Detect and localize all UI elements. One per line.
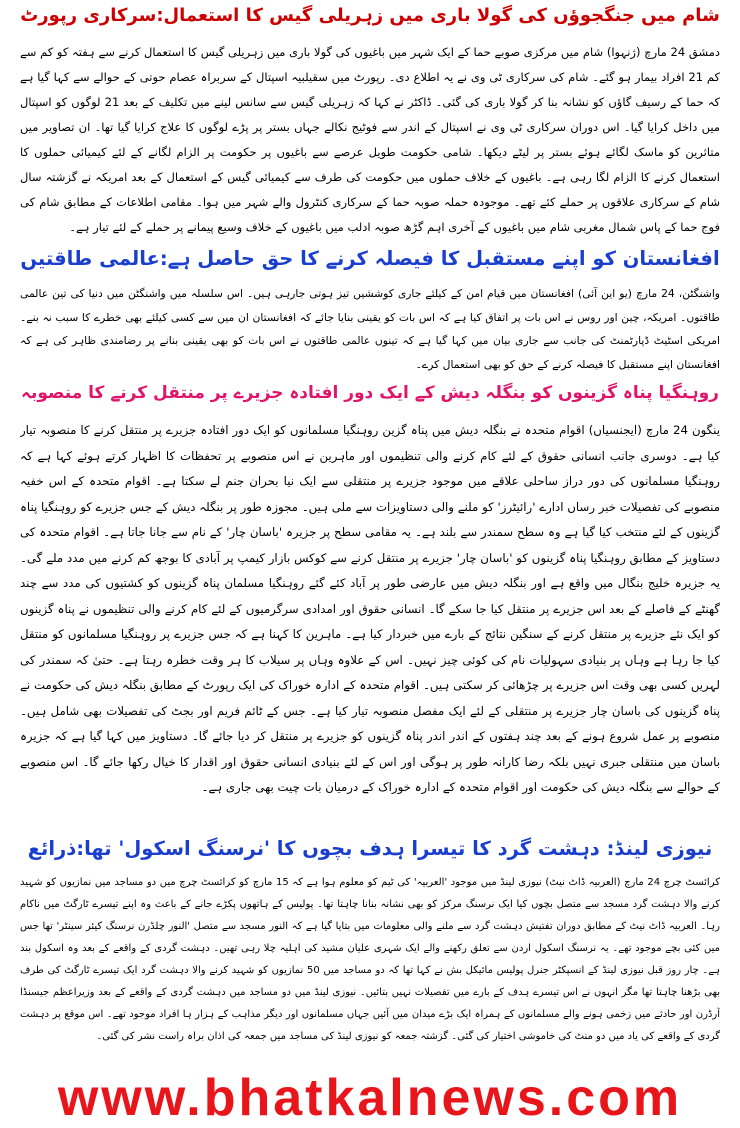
article-4-body: کرائسٹ چرچ 24 مارچ (العربیہ ڈاٹ نیٹ) نیوزی لینڈ میں موجود 'العربیہ' کی ٹیم کو معلوم ہوا ہے کہ 15 مارچ کو کرائسٹ چرچ میں دو مساجد میں نمازیوں کو شہید کرنے والا دہشت گرد مسجد سے متصل بچوں کیا ایک نرسنگ مرکز کو بھی نشانہ بنانا چاہتا تھا۔ پولیس کے ہاتھوں پکڑے جانے کے باعث وہ اپنے تیسرے ٹارگٹ میں ناکام رہا۔ العربیہ ڈاٹ نیٹ کے مطابق دوران تفتیش دہشت گرد سے ملنے والی معلومات میں بتایا گیا ہے کہ النور مسجد سے متصل 'النور چلڈرن نرسنگ کیئر سینٹر' تھا جس میں کئی بچے موجود تھے۔ یہ نرسنگ اسکول اردن سے تعلق رکھنے والے ایک شہری علیان مشید کی اہلیہ چلا رہی تھیں۔ دہشت گردی کے واقعے کے بعد وہ اسکول بند ہے۔ چار روز قبل نیوزی لینڈ کے انسپکٹر جنرل پولیس مائیکل بش نے کہا تھا کہ دو مساجد میں 50 نمازیوں کو شہید کرنے والا دہشت گرد ایک تیسرے ٹارگٹ کی طرف بھی بڑھنا چاہتا تھا مگر انہوں نے اس تیسرے ہدف کے بارے میں تفصیلات نہیں بتائیں۔ نیوزی لینڈ میں دو مساجد میں دہشت گردی کے واقعے کے بعد وزیراعظم جیسنڈا آرڈرن اور حادثے میں زخمی ہونے والے مسلمانوں کے ہمراہ ایک بڑے میدان میں آئیں جہاں مسلمانوں اور دیگر مذاہب کے ہزار ہا افراد موجود تھے۔ اس موقع پر دہشت گردی کے واقعے کی یاد میں دو منٹ کی خاموشی اختیار کی گئی۔ گزشتہ جمعہ کو نیوزی لینڈ کی مساجد میں جمعہ کی اذان براہ راست نشر کی گئی۔ (20, 877, 720, 1042)
article-4-headline: نیوزی لینڈ: دہشت گرد کا تیسرا ہدف بچوں کا 'نرسنگ اسکول' تھا:ذرائع (27, 837, 713, 860)
article-2-headline: افغانستان کو اپنے مستقبل کا فیصلہ کرنے کا حق حاصل ہے:عالمی طاقتیں (20, 247, 720, 270)
article-1-body: دمشق 24 مارچ (ژنہوا) شام میں مرکزی صوبے حما کے ایک شہر میں باغیوں کی گولا باری میں زہریلی گیس کا استعمال کرنے سے ہفتہ کو کم سے کم 21 افراد بیمار ہو گئے۔ شام کی سرکاری ٹی وی نے یہ اطلاع دی۔ رپورٹ میں سقیلبیہ اسپتال کے سربراہ عصام حوتی کے حوالے سے کہا گیا ہے کہ حما کے رسیف گاؤں کو نشانہ بنا کر گولا باری کی گئی۔ ڈاکٹر نے کہا کہ زہریلی گیس سے سانس لینے میں تکلیف کے بعد 21 لوگوں کو اسپتال میں داخل کرایا گیا۔ اس دوران سرکاری ٹی وی نے اسپتال کے اندر سے فوٹیج نکالے جہاں بستر پر پڑے لوگوں کا علاج کرایا گیا تھا۔ ان تصاویر میں متاثرین کو ماسک لگائے ہوئے بستر پر لیٹے دیکھا۔ شامی حکومت طویل عرصے سے باغیوں پر حکومت پر الزام لگانے کے لئے کیمیائی حملوں کا استعمال کرنے کا الزام لگا رہی ہے۔ باغیوں کے خلاف حملوں میں حکومت کی طرف سے کیمیائی گیس کے استعمال کے بعد امریکہ نے گزشتہ سال شام کے سرکاری علاقوں پر حملے کئے تھے۔ موجودہ حملہ صوبہ حما کے سرکاری کنٹرول والے شہر میں ہوا۔ مقامی اطلاعات کے مطابق شام کی فوج حما کے پاس شمال مغربی شام میں باغیوں کے آخری اہم گڑھ صوبہ ادلب میں باغیوں کے خلاف وسیع پیمانے پر حملے کے لئے تیار ہے۔ (20, 45, 720, 234)
article-3-headline: روہنگیا پناہ گزینوں کو بنگلہ دیش کے ایک دور افتادہ جزیرے پر منتقل کرنے کا منصوبہ (21, 383, 719, 403)
website-url-footer[interactable]: www.bhatkalnews.com (57, 1070, 683, 1126)
article-2-body: واشنگٹن، 24 مارچ (یو این آئی) افغانستان میں قیام امن کے کیلئے جاری کوششیں تیز ہوتی جارہی ہیں۔ اس سلسلہ میں واشنگٹن میں دنیا کی تین عالمی طاقتوں۔ امریکہ، چین اور روس نے اس بات پر اتفاق کیا ہے کہ اس بات کو یقینی بنایا جائے کہ افغانستان ان میں سے کسی کیلئے بھی خطرے کا سبب نہ بنے۔ امریکی اسٹیٹ ڈپارٹمنٹ کی جانب سے جاری بیان میں کہا گیا ہے کہ تینوں عالمی طاقتوں نے اس بات کو بھی یقینی بنانے پر رضامندی ظاہر کی ہے کہ افغانستان اپنے مستقبل کا فیصلہ کرنے کے حق کو بھی استعمال کرے۔ (20, 287, 720, 371)
article-3-body: ینگون 24 مارچ (ایجنسیاں) اقوام متحدہ نے بنگلہ دیش میں پناہ گزین روہنگیا مسلمانوں کو ایک دور افتادہ جزیرے پر منتقل کرنے کا منصوبہ تیار کیا ہے۔ دوسری جانب انسانی حقوق کے لئے کام کرنے والی تنظیموں اور ماہرین نے اس منصوبے پر تحفظات کا اظہار کرتے ہوئے کہا ہے کہ روہنگیا مسلمانوں کی دور دراز ساحلی علاقے میں موجود جزیرے پر منتقلی سے ایک نیا بحران جنم لے سکتا ہے۔ اقوام متحدہ کے اس خفیہ منصوبے کی تفصیلات خبر رساں ادارے 'رائیٹرز' کو ملنے والی دستاویزات سے ملی ہیں۔ مجوزہ طور پر بنگلہ دیش کے جس جزیرے کو روہنگیا پناہ گزینوں کے لئے منتخب کیا گیا ہے وہ سطح سمندر سے بلند ہے۔ یہ مقامی سطح پر جزیرہ 'باسان چار' کے نام سے جانا جاتا ہے۔ اقوام متحدہ کی دستاویز کے مطابق روہنگیا پناہ گزینوں کو 'باسان چار' جزیرے پر منتقل کرنے سے کوکس بازار کیمپ پر آبادی کا بوجھ کم کرنے میں مدد ملے گی۔ یہ جزیرہ خلیج بنگال میں واقع ہے اور بنگلہ دیش میں عارضی طور پر آباد کئے گئے روہنگیا مسلمان پناہ گزینوں کو کشتیوں کی مدد سے چند گھنٹے کے فاصلے کے بعد اس جزیرے پر منتقل کیا جا سکے گا۔ انسانی حقوق اور امدادی سرگرمیوں کے لئے کام کرنے والی تنظیموں نے پناہ گزینوں کو ایک نئے جزیرے پر منتقل کرنے کے سنگین نتائج کے بارے میں خبردار کیا ہے۔ ماہرین کا کہنا ہے کہ جس جزیرے پر روہنگیا مسلمانوں کو منتقل کیا جا رہا ہے وہاں پر بنیادی سہولیات نام کی کوئی چیز نہیں۔ اس کے علاوہ وہاں پر سیلاب کا ہر وقت خطرہ رہتا ہے۔ حتیٰ کہ سمندر کی لہریں کسی بھی وقت اس جزیرے پر چڑھائی کر سکتی ہیں۔ اقوام متحدہ کے ادارہ خوراک کی ایک رپورٹ کے مطابق بنگلہ دیش کی حکومت نے پناہ گزینوں کی باسان چار جزیرے پر منتقلی کے لئے ایک مفصل منصوبہ تیار کیا ہے۔ جس کے ٹائم فریم اور بجٹ کی تفصیلات بھی شامل ہیں۔ منصوبے پر عمل شروع ہونے کے بعد چند ہفتوں کے اندر اندر پناہ گزینوں کو جزیرے پر منتقل کر دیا جائے گا۔ دستاویز میں کہا گیا ہے کہ جزیرہ باسان میں منتقلی جبری نہیں بلکہ رضا کارانہ طور پر ہوگی اور اس کے لئے بنیادی انسانی حقوق اور اقدار کا خیال رکھا جائے گا۔ اس منصوبے کے حوالے سے بنگلہ دیش کی حکومت اور اقوام متحدہ کے ادارہ خوراک کے درمیان بات چیت بھی جاری ہے۔ (20, 423, 720, 794)
article-1-headline: شام میں جنگجوؤں کی گولا باری میں زہریلی گیس کا استعمال:سرکاری رپورٹ (20, 5, 720, 26)
